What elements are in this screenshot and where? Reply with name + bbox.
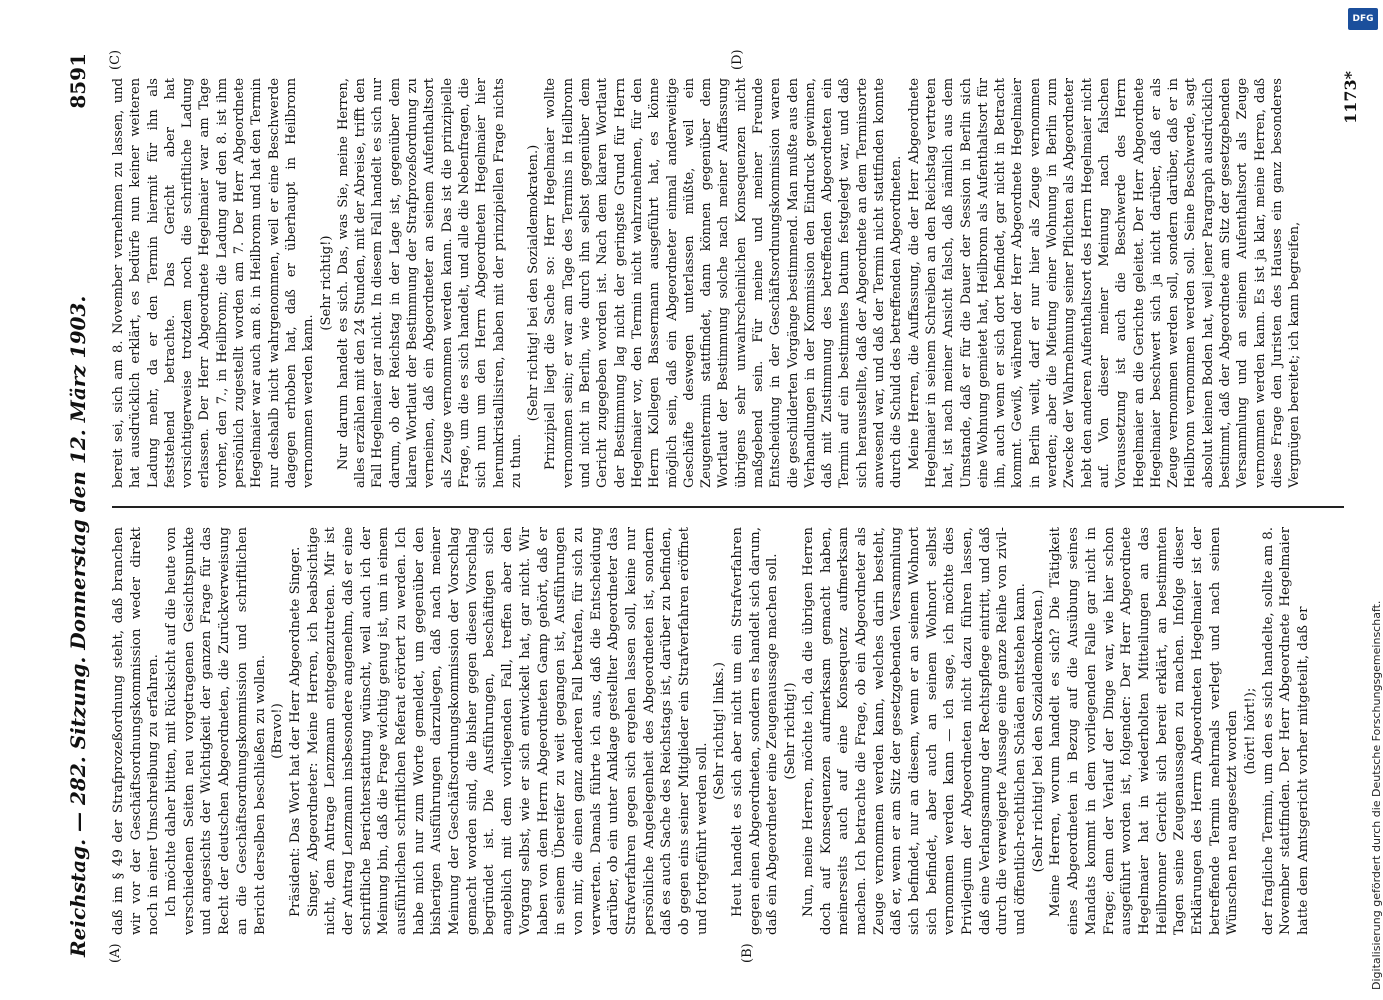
paragraph: Heut handelt es sich aber nicht um ein Strafverfahren gegen einen Abgeordneten, sondern es handelt sich darum, daß ein Abgeordneter eine Zeugenaussage machen soll. bbox=[730, 527, 781, 935]
interjection: (Sehr richtig!) bbox=[318, 235, 334, 331]
newspaper-page bbox=[40, 35, 1360, 975]
interjection: (Sehr richtig! bei den Sozialdemokraten.) bbox=[526, 144, 542, 422]
right-column bbox=[110, 78, 1346, 488]
interjection: (Sehr richtig!) bbox=[783, 682, 799, 780]
paragraph: Singer, Abgeordneter: Meine Herren, ich beabsichtige nicht, dem Antrage Lenzmann entgegenzutreten. Mir ist der Antrag Lenzmann insbesondere angenehm, daß er eine schriftliche Berichterstattung wünscht, weil auch ich der Meinung bin, daß die Frage wichtig genug ist, um in einem ausführlichen schriftlichen Referat erörtert zu werden. Ich habe mich nur zum Worte gemeldet, um gegenüber den bisherigen Ausführungen darzulegen, daß nach meiner Meinung der Geschäftsordnungskommission der Vorschlag gemacht worden sind, die bisher gegen diesen Vorschlag begründet ist. Die Ausführungen, beschäftigen sich angeblich mit dem vorliegenden Fall, treffen aber den Vorgang selbst, wie er sich entwickelt hat, gar nicht. Wir haben von dem Herrn Abgeordneten Gamp gehört, daß er in seinem Übereifer zu weit gegangen ist, Ausführungen von mir, die einen ganz anderen Fall betrafen, für sich zu verwerten. Damals führte ich aus, daß die Entscheidung darüber, ob ein unter Anklage gestellter Abgeordneter das Strafverfahren gegen sich ergehen lassen soll, keine nur persönliche Angelegenheit des Abgeordneten ist, sondern daß es auch Sache des Reichstags ist, darüber zu befinden, ob gegen eins seiner Mitglieder ein Strafverfahren eröffnet und fortgeführt werden soll. bbox=[305, 527, 710, 935]
margin-marker-c: (C) bbox=[108, 49, 123, 70]
paragraph: der fragliche Termin, um den es sich handelte, sollte am 8. November stattfinden. Der Herr Abgeordnete Hegelmaier hatte dem Amtsgericht vorher mitgeteilt, daß er bbox=[1260, 527, 1312, 935]
interjection: (Sehr richtig! bei den Sozialdemokraten.) bbox=[1030, 589, 1046, 873]
dfg-logo: DFG bbox=[1348, 8, 1378, 30]
margin-marker-d: (D) bbox=[730, 49, 745, 70]
left-column bbox=[110, 527, 1346, 935]
paragraph: Nur darum handelt es sich. Das, was Sie, meine Herren, alles erzählen mit den 24 Stunden, mit der Abreise, trifft den Fall Hegelmaier gar nicht. In diesem Fall handelt es sich nur darum, ob der Reichstag in der Lage ist, gegenüber dem klaren Wortlaut der Bestimmung der Strafprozeßordnung zu verneinen, daß ein Abgeordneter an seinem Aufenthaltsort als Zeuge vernommen werden kann. Das ist die prinzipielle Frage, um die es sich handelt, und alle die Nebenfragen, die sich nun um den Herrn Abgeordneten Hegelmaier hier herumkristallisiren, haben mit der prinzipiellen Frage nichts zu thun. bbox=[335, 78, 524, 488]
paragraph: Meine Herren, worum handelt es sich? Die Tätigkeit eines Abgeordneten in Bezug auf die Ausübung seines Mandats kommt in dem vorliegenden Falle gar nicht in Frage; denn der Verlauf der Dinge war, wie hier schon ausgeführt worden ist, folgender: Der Herr Abgeordnete Hegelmaier hat in wiederholten Mitteilungen an das Heilbronner Gericht sich bereit erklärt, an bestimmten Tagen seine Zeugenaussagen zu machen. Infolge dieser Erklärungen des Herrn Abgeordneten Hegelmaier ist der betreffende Termin mehrmals verlegt und nach seinen Wünschen neu angesetzt worden bbox=[1048, 527, 1241, 935]
paragraph: Nun, meine Herren, möchte ich, da die übrigen Herren doch auf Konsequenzen aufmerksam gemacht haben, meinerseits auch auf eine Konsequenz aufmerksam machen. Ich betrachte die Frage, ob ein Abgeordneter als Zeuge vernommen werden kann, welches darin besteht, daß er, wenn er am Sitz der gesetzgebenden Versammlung sich befindet, nur an diesem, wenn er an seinem Wohnort sich befindet, aber auch an seinem Wohnort selbst vernommen werden kann — ich sage, ich möchte dies Privilegium der Abgeordneten nicht dazu führen lassen, daß eine Verlangsamung der Rechtspflege eintritt, und daß durch die verweigerte Aussage eine ganze Reihe von zivil- und öffentlich-rechtlichen Schäden entstehen kann. bbox=[800, 527, 1029, 935]
margin-marker-b: (B) bbox=[740, 943, 755, 963]
header-title: Reichstag. — 282. Sitzung. Donnerstag den 12. März 1903. bbox=[66, 295, 90, 957]
paragraph: Prinzipiell liegt die Sache so: Herr Hegelmaier wollte vernommen sein; er war am Tage des Termins in Heilbronn und nicht in Berlin, wie durch ihn selbst gegenüber dem Gericht zugegeben worden ist. Nach dem klaren Wortlaut der Bestimmung lag nicht der geringste Grund für Herrn Hegelmaier vor, den Termin nicht wahrzunehmen, für den Herrn Kollegen Bassermann ausgeführt hat, es könne möglich sein, daß ein Abgeordneter einmal anderweitige Geschäfte deswegen unterlassen müßte, weil ein Zeugentermin stattfindet, dann können gegenüber dem Wortlaut der Bestimmung solche nach meiner Auffassung übrigens sehr unwahrscheinlichen Konsequenzen nicht maßgebend sein. Für meine und meiner Freunde Entscheidung in der Geschäftsordnungskommission waren die geschilderten Vorgänge bestimmend. Man mußte aus den Verhandlungen in der Kommission den Eindruck gewinnen, daß mit Zustimmung des betreffenden Abgeordneten ein Termin auf ein bestimmtes Datum festgelegt war, und daß sich herausstellte, daß der Abgeordnete an dem Terminsorte anwesend war, und daß der Termin nicht stattfinden konnte durch die Schuld des betreffenden Abgeordneten. bbox=[543, 78, 905, 488]
column-divider bbox=[112, 506, 1344, 508]
digitization-sidebar bbox=[1340, 0, 1383, 1000]
interjection: (Sehr richtig! links.) bbox=[712, 662, 728, 800]
interjection: (Bravo!) bbox=[270, 703, 286, 759]
footer-sheet-number: 1173* bbox=[1341, 71, 1360, 124]
page-number: 8591 bbox=[66, 53, 90, 109]
paragraph: daß im § 49 der Strafprozeßordnung steht, daß branchen wir vor der Geschäftsordnungskommission weder direkt noch in einer Umschreibung zu erfahren. bbox=[111, 527, 162, 935]
margin-marker-a: (A) bbox=[108, 943, 123, 963]
paragraph: Meine Herren, die Auffassung, die der Herr Abgeordnete Hegelmaier in seinem Schreiben an den Reichstag vertreten hat, ist nach meiner Ansicht falsch, daß nämlich aus dem Umstande, daß er für die Dauer der Session in Berlin sich eine Wohnung gemietet hat, Heilbronn als Aufenthaltsort für ihn, auch wenn er sich dort befindet, gar nicht in Betracht kommt. Gewiß, während der Herr Abgeordnete Hegelmaier in Berlin weilt, darf er nur hier als Zeuge vernommen werden; aber die Mietung einer Wohnung in Berlin zum Zwecke der Wahrnehmung seiner Pflichten als Abgeordneter hebt den anderen Aufenthaltsort des Herrn Hegelmaier nicht auf. Von dieser meiner Meinung nach falschen Voraussetzung ist auch die Beschwerde des Herrn Hegelmaier an die Gerichte geleitet. Der Herr Abgeordnete Hegelmaier beschwert sich ja nicht darüber, daß er als Zeuge vernommen werden soll, sondern darüber, daß er in Heilbronn vernommen werden soll. Seine Beschwerde, sagt absolut keinen Boden hat, weil jener Paragraph ausdrücklich bestimmt, daß der Abgeordnete am Sitz der gesetzgebenden Versammlung und an seinem Aufenthaltsort als Zeuge vernommen werden kann. Es ist ja klar, meine Herren, daß diese Frage den Juristen des Hauses ein ganz besonderes Vergnügen bereitet; ich kann begreifen, bbox=[906, 78, 1303, 488]
page-header bbox=[58, 53, 98, 957]
interjection: (hört! hört!); bbox=[1243, 687, 1258, 775]
paragraph: Ich möchte daher bitten, mit Rücksicht auf die heute von verschiedenen Seiten neu vorgetragenen Gesichtspunkte und angesichts der Wichtigkeit der ganzen Frage für das Recht der deutschen Abgeordneten, die Zurückverweisung an die Geschäftsordnungskommission und schriftlichen Bericht derselben beschließen zu wollen. bbox=[164, 527, 268, 935]
digitization-credit: Digitalisierung gefördert durch die Deutsche Forschungsgemeinschaft. bbox=[1370, 600, 1383, 990]
paragraph: bereit sei, sich am 8. November vernehmen zu lassen, und hat ausdrücklich erklärt, es bedürfe nun keiner weiteren Ladung mehr, da er den Termin hiermit für ihn als feststehend betrachte. Das Gericht aber hat vorsichtigerweise trotzdem noch die schriftliche Ladung erlassen. Der Herr Abgeordnete Hegelmaier war am Tage vorher, den 7., in Heilbronn; die Ladung auf den 8. ist ihm persönlich zugestellt worden am 7. Der Herr Abgeordnete Hegelmaier war auch am 8. in Heilbronn und hat den Termin nur deshalb nicht wahrgenommen, weil er eine Beschwerde dagegen erhoben hat, daß er überhaupt in Heilbronn vernommen werden kann. bbox=[111, 78, 317, 488]
speaker-line: Präsident: Das Wort hat der Herr Abgeordnete Singer. bbox=[287, 546, 303, 917]
